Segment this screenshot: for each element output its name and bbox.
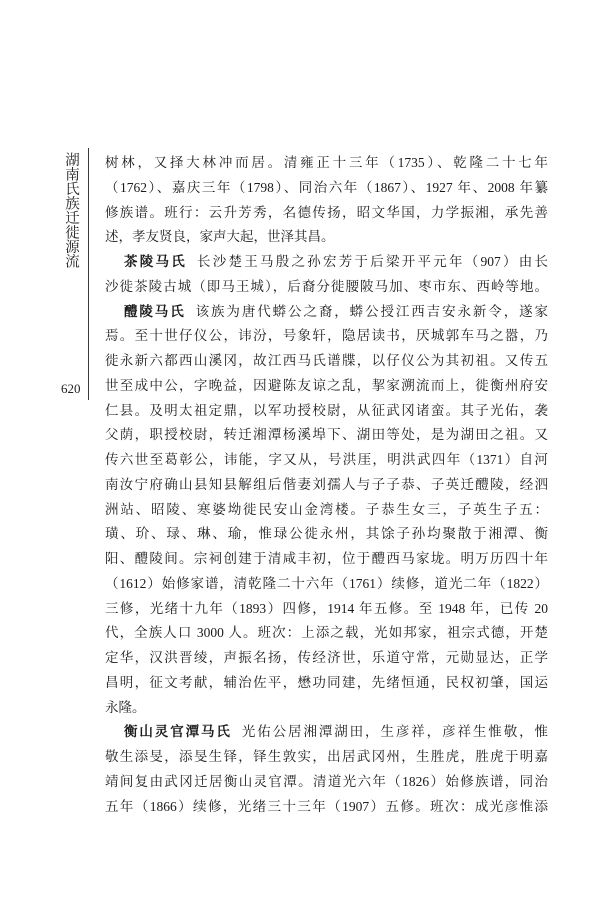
- text-line: 述，孝友贤良，家声大起，世泽其昌。: [105, 229, 335, 245]
- text-line: 父荫，职授校尉，转迁湘潭杨溪埠下、湖田等处，是为湖田之祖。又: [105, 427, 548, 443]
- text-line: 焉。至十世仔仪公，讳汾，号象轩，隐居读书，厌城郭车马之嚣，乃: [105, 328, 548, 344]
- text-line: [105, 250, 548, 275]
- section-heading: 醴陵马氏: [124, 303, 186, 319]
- text-line: 三修，光绪十九年（1893）四修，1914 年五修。至 1948 年，已传 20: [105, 600, 548, 616]
- line-text: 该族为唐代蟒公之裔，蟒公授江西吉安永新令，遂家: [195, 303, 548, 319]
- text-line: 修族谱。班行：云升芳秀，名德传扬，昭文华国，力学振湘，承先善: [105, 204, 548, 220]
- line-text: 长沙楚王马殷之孙宏芳于后梁开平元年（907）由长: [197, 254, 548, 269]
- text-line: 敬生添旻，添旻生铎，铎生敦实，出居武冈州，生胜虎，胜虎于明嘉: [105, 749, 548, 764]
- text-line: 昌明，征文考献，辅治佐平，懋功同建，先绪恒通，民权初肇，国运: [105, 674, 548, 690]
- text-line: 仁县。及明太祖定鼎，以军功授校尉，从征武冈诸蛮。其子光佑，袭: [105, 402, 548, 418]
- text-line: 永隆。: [105, 699, 146, 715]
- text-line: 璜、玠、琭、琳、瑜，惟琭公徙永州，其馀子孙均聚散于湘潭、衡: [105, 526, 548, 542]
- text-line: 定华，汉洪晋绫，声振名扬，传经济世，乐道守常，元勋显达，正学: [105, 650, 548, 665]
- body-text: [105, 151, 548, 819]
- page-number: 620: [61, 381, 81, 396]
- text-line: 代，全族人口 3000 人。班次：上添之载，光如邦家，祖宗式德，开楚: [105, 625, 548, 641]
- text-line: 阳、醴陵间。宗祠创建于清咸丰初，位于醴西马家垅。明万历四十年: [105, 551, 548, 566]
- text-line: 沙徙茶陵古城（即马王城），后裔分徙腰陂马加、枣市东、西岭等地。: [105, 278, 548, 294]
- text-line: 靖间复由武冈迁居衡山灵官潭。清道光六年（1826）始修族谱，同治: [105, 773, 548, 789]
- margin-rule: [88, 148, 89, 400]
- text-line: 树林，又择大林冲而居。清雍正十三年（1735）、乾隆二十七年: [105, 155, 548, 170]
- text-line: 世至成中公，字晚益，因避陈友谅之乱，挈家溯流而上，徙衡州府安: [105, 377, 548, 393]
- text-line: 南汝宁府确山县知县解组后偕妻刘孺人与子子恭、子英迁醴陵，经泗: [105, 476, 548, 492]
- text-line: （1612）始修家谱，清乾隆二十六年（1761）续修，道光二年（1822）: [105, 575, 548, 591]
- text-line: [105, 720, 548, 745]
- section-heading: 茶陵马氏: [124, 254, 187, 269]
- text-line: 五年（1866）续修，光绪三十三年（1907）五修。班次：成光彦惟添: [105, 798, 548, 814]
- text-line: （1762）、嘉庆三年（1798）、同治六年（1867）、1927 年、2008 年纂: [105, 179, 548, 195]
- text-line: [105, 300, 548, 325]
- line-text: 光佑公居湘潭湖田，生彦祥，彦祥生惟敬，惟: [241, 724, 548, 740]
- text-line: 徙永新六都西山溪冈，故江西马氏谱牒，以仔仪公为其初祖。又传五: [105, 353, 548, 368]
- text-line: 传六世至葛彰公，讳能，字又从，号洪厓，明洪武四年（1371）自河: [105, 452, 548, 467]
- text-line: 洲站、昭陵、寒婆坳徙民安山金湾楼。子恭生女三，子英生子五：: [105, 501, 548, 517]
- running-head: 湖南氏族迁徙源流: [63, 152, 79, 268]
- section-heading: 衡山灵官潭马氏: [124, 724, 232, 740]
